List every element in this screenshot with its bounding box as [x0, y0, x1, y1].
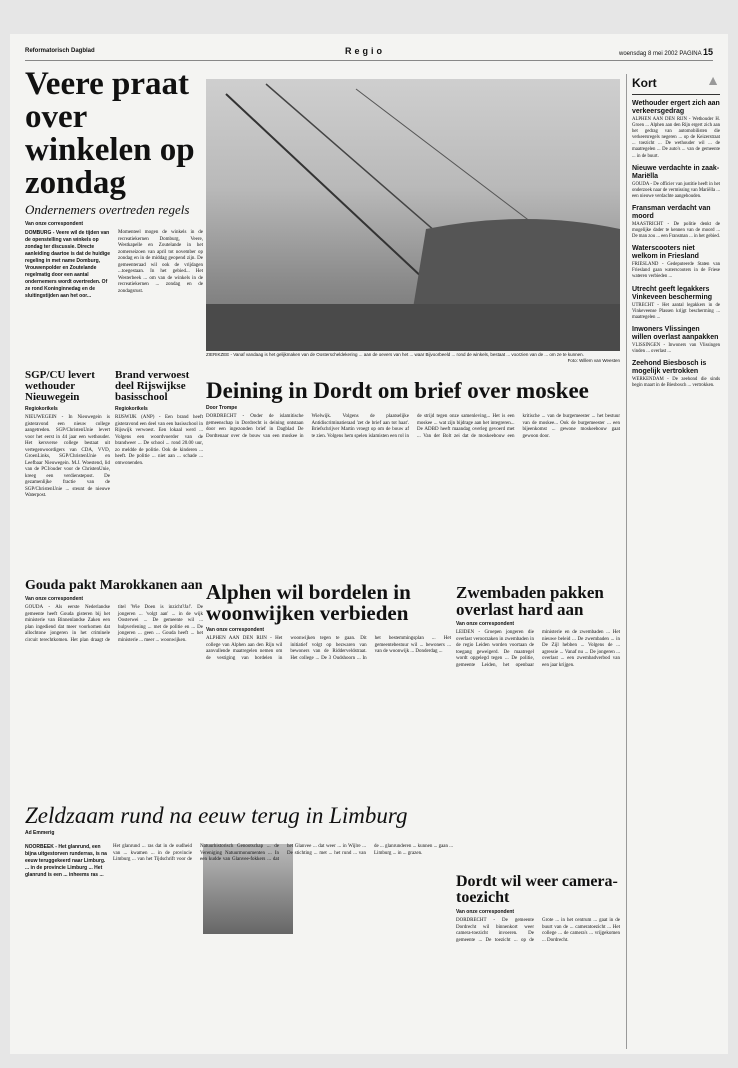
alphen-byline: Van onze correspondent [206, 627, 265, 633]
camera-body: DORDRECHT - De gemeente Dordrecht wil binnenkort weer camera-toezicht invoeren. De gemeente ... De toezicht ... op de Grote ... in het centrum ... gaat in de buurt van de ... cameratoezicht ... Het college ... de camera's ... vrijgekomen ... Dordrecht. [456, 918, 620, 943]
moskee-byline: Door Trompe [206, 405, 238, 411]
main-article [25, 68, 203, 358]
kort-item-body: UTRECHT - Het aantal legakkers in de Vinkeveense Plassen krijgt bescherming ... maatregelen ... [632, 302, 720, 320]
kort-item [632, 245, 720, 280]
zeldzaam-byline: Ad Emmerig [25, 830, 55, 836]
zwembaden-article [456, 584, 620, 799]
kort-header [632, 74, 720, 95]
kort-items [632, 100, 720, 389]
harbor-photo [206, 79, 620, 351]
kort-item [632, 205, 720, 240]
netherlands-map-icon: ▲ [706, 74, 720, 89]
moskee-article [206, 379, 620, 579]
newspaper-name: Reformatorisch Dagblad [25, 48, 95, 54]
zeldzaam-article [25, 804, 453, 1044]
zwembaden-byline: Van onze correspondent [456, 621, 515, 627]
kort-item-headline: Inwoners Vlissingen willen overlast aanpakken [632, 325, 719, 341]
camera-byline: Van onze correspondent [456, 909, 515, 915]
kort-item-body: ALPHEN AAN DEN RIJN - Wethouder H. Groen ... Alphen aan den Rijn ergert zich aan het gedrag van automobilisten die verkeersregels negeren ... op de Keizerstraat ... toezicht ... De wethouder wil ... de maatregelen ... De auto's ... van de gemeente ... in de buurt. [632, 117, 720, 159]
photo-credit: Foto: Willem van Weesten [567, 358, 620, 363]
section-name: Regio [345, 46, 386, 56]
kort-item [632, 360, 720, 389]
main-headline: Veere praat over winkelen op zondag [25, 68, 195, 201]
newspaper-page [10, 34, 728, 1054]
main-subtitle: Ondernemers overtreden regels [25, 202, 190, 217]
kort-item-body: FRIESLAND - Gedeputeerde Staten van Friesland gaan waterscooters in de Friese wateren verbieden ... [632, 262, 720, 280]
photo-caption: ZIERIKZEE - Vanaf vandaag is het gelijkmaken van de Oosterscheldekering ... aan de oevers van het ... waar Bijvoorbeeld ... rond de winkels, bestaat ... voorzien van de ... om ze te kunnen. Foto: Willem van Weesten [206, 352, 620, 363]
gouda-article [25, 579, 203, 799]
gouda-headline: Gouda pakt Marokkanen aan [25, 579, 203, 593]
kort-item-headline: Nieuwe verdachte in zaak-Mariëlla [632, 164, 720, 180]
kort-item-headline: Utrecht geeft legakkers Vinkeveen bescherming [632, 285, 713, 301]
kort-item-headline: Waterscooters niet welkom in Friesland [632, 245, 699, 261]
kort-item [632, 165, 720, 200]
kort-item [632, 326, 720, 355]
gouda-body: GOUDA - Als eerste Nederlandse gemeente heeft Gouda gisteren bij het ministerie van Binnenlandse Zaken een plan ingediend dat meer voorkomen dat allochtone jongeren in het criminele circuit terechtkomen. Het plan draagt de titel 'Wie Doen is inzicht?Ja!'. De jongeren ... 'volgt aan' ... in de wijk Oosterwei ... De gemeente wil ... hulpverlening ... met de politie en ... De jongeren ... geen ... Gouda heeft ... het ministerie ... meer ... woonwijken. [25, 605, 203, 643]
zwembaden-body: LEIDEN - Groepen jongeren die overlast veroorzaken in zwembaden in de regio Leiden worden voortaan de toegang geweigerd. De maatregel wordt opgelegd tegen ... De politie, gemeente Leiden, het openbaar ministerie en de zwembaden ... Het nieuwe beleid ... De zwembaden ... in De Zijl hebben ... Volgens de ... agressie ... Vanaf nu ... De jongeren ... overlast ... een zwembadverbod van een jaar krijgen. [456, 630, 620, 668]
sgp-headline: SGP/CU levert wethouder Nieuwegein [25, 370, 95, 403]
moskee-headline: Deining in Dordt om brief over moskee [206, 379, 589, 403]
kort-item-body: WERKENDAM - De zeehond die sinds begin maart in de Biesbosch ... vertrokken. [632, 376, 720, 389]
camera-article [456, 874, 620, 1049]
page-header [25, 46, 713, 61]
alphen-article [206, 582, 451, 802]
kort-item-body: VLISSINGEN - Inwoners van Vlissingen vinden ... overlast ... [632, 342, 720, 354]
kort-item-body: MAASTRICHT - De politie denkt de mogelijke dader te kennen van de moord ... De man zou ... een Fransman ... in het gebied. [632, 221, 720, 240]
zwembaden-headline: Zwembaden pakken overlast hard aan [456, 584, 604, 619]
brand-headline: Brand verwoest deel Rijswijkse basisschool [115, 370, 190, 403]
kort-item-headline: Wethouder ergert zich aan verkeersgedrag [632, 100, 720, 115]
sgp-article [25, 370, 110, 570]
kort-item [632, 286, 720, 321]
zeldzaam-headline: Zeldzaam rund na eeuw terug in Limburg [25, 804, 408, 828]
gouda-byline: Van onze correspondent [25, 596, 84, 602]
zeldzaam-lead: NOORBEEK - Het glanrund, een bijna uitgestorven runderras, is na eeuw teruggekeerd naar Limburg. ... in de provincie Limburg ... Het glanrund is een ... inheems ras ... [25, 844, 107, 878]
brand-article [115, 370, 203, 570]
sgp-body: NIEUWEGEIN - In Nieuwegein is gisteravond een nieuw college aangetreden. SGP/ChristenUnie levert voor het eerst in 44 jaar een wethouder. Het kersverse college bestaat uit vertegenwoordigers van CDA, VVD, GroenLinks, SGP/ChristenUnie en Leefbaar Nieuwegein. M.J. Woestend, lid van de PCI/ouder voor de ChristenUnie, kreeg een verdienstepost. De gezamenlijke fractie van de SGP/ChristenUnie ... steunt de nieuwe Waterpost. [25, 415, 110, 498]
kort-item-headline: Zeehond Biesbosch is mogelijk vertrokken [632, 359, 707, 375]
photo-illustration [206, 79, 620, 351]
alphen-body: ALPHEN AAN DEN RIJN - Het college van Alphen aan den Rijn wil aanvullende maatregelen nemen om de vestiging van bordelen in woonwijken tegen te gaan. Dit initiatief volgt op bezwaren van bewoners van de Ridderveldstraat. Het college ... De 3 Oudshoorn ... In het bestemmingsplan ... Het gemeentebestuur wil ... bewoners ... van de woonwijk ... Donderdag ... [206, 636, 451, 661]
moskee-body: DORDRECHT - Onder de islamitische gemeenschap in Dordrecht is deining ontstaan door een ingezonden brief in Dagblad De Dordtenaar over de bouw van een moskee in Wielwijk. Volgens de plaatselijke Antidiscriminatieraad 'zet de brief aan tot haat'. Briefschrijver Martin vroegt op om de bouw af te zien. Volgens hem spelen islamisten een rol in de strijd tegen onze samenleving... Het is een moskee ... wat zijn bijdrage aan het integreren... De ADBD heeft maandag overleg gevoerd met ... Van der Bolt zei dat de moskeebouw een kritische ... van de burgemeester ... het bestuur van de moskee... Ook de burgemeester ... een bijeenkomst ... gewone moskeebouw gaat gewoon door. [206, 414, 620, 439]
brand-body: RIJSWIJK (ANP) - Een brand heeft gisteravond een deel van een basisschool in Rijswijk verwoest. Een lokaal werd ... Volgens een woordvoerder van de brandweer ... De school ... rond 20.00 uur, zo meldde de politie. Ook de kinderen ... heeft. De politie ... niet aan ... schade ... omwonenden. [115, 415, 203, 466]
kort-column [632, 74, 720, 1049]
kort-item-headline: Fransman verdacht van moord [632, 204, 711, 220]
kort-item [632, 100, 720, 160]
alphen-headline: Alphen wil bordelen in woonwijken verbieden [206, 582, 411, 625]
main-lead: DOMBURG - Veere wil de tijden van de openstelling van winkels op zondag ter discussie. Directe aanleiding daartoe is dat de huidige regeling in met name Domburg, Vrouwenpolder en Zoutelande regelmatig door een aantal ondernemers wordt overtreden. Of ze rond Koninginnedag en de sluitingstijden aan het oor... [25, 230, 111, 299]
sgp-byline: Regiokorikels [25, 406, 58, 412]
main-body: Momenteel mogen de winkels in de recreatiekernen Domburg, Veere, Westkapelle en Zoutelande in het zomerseizoen van april tot november op zondag en in de middag geopend zijn. De gemeenteraad wil ook de vrijdagen ...toegestaan. In het gebied... Het Westerbeek ... om van de winkels in de recreatiekernen ... zondag en de zondagsrust. [118, 230, 203, 294]
page-date: woensdag 8 mei 2002 PAGINA 15 [619, 47, 713, 57]
brand-byline: Regiokorikels [115, 406, 148, 412]
zeldzaam-body: Het glanrund ... ras dat in de oudheid van ... kwamen ... in de provincie Limburg ... van het Tijdschrift voor de Natuurhistorisch Genootschap ... de Vereniging Natuurmonumenten ... In een kudde van Glanvee-fokkers ... dat het Glanvee ... dat weer ... in Wijlre ... De stichting ... met ... het rund ... van de ... glanrunderen ... kunnen ... gaan ... Limburg ... in ... grazen. [113, 844, 453, 862]
kort-divider [626, 74, 627, 1049]
main-byline: Van onze correspondent [25, 221, 84, 227]
camera-headline: Dordt wil weer camera-toezicht [456, 874, 618, 906]
kort-title: Kort [632, 76, 657, 90]
kort-item-body: GOUDA - De officier van justitie heeft in het onderzoek naar de vermissing van Mariëlla ... een nieuwe verdachte aangehouden. [632, 181, 720, 199]
